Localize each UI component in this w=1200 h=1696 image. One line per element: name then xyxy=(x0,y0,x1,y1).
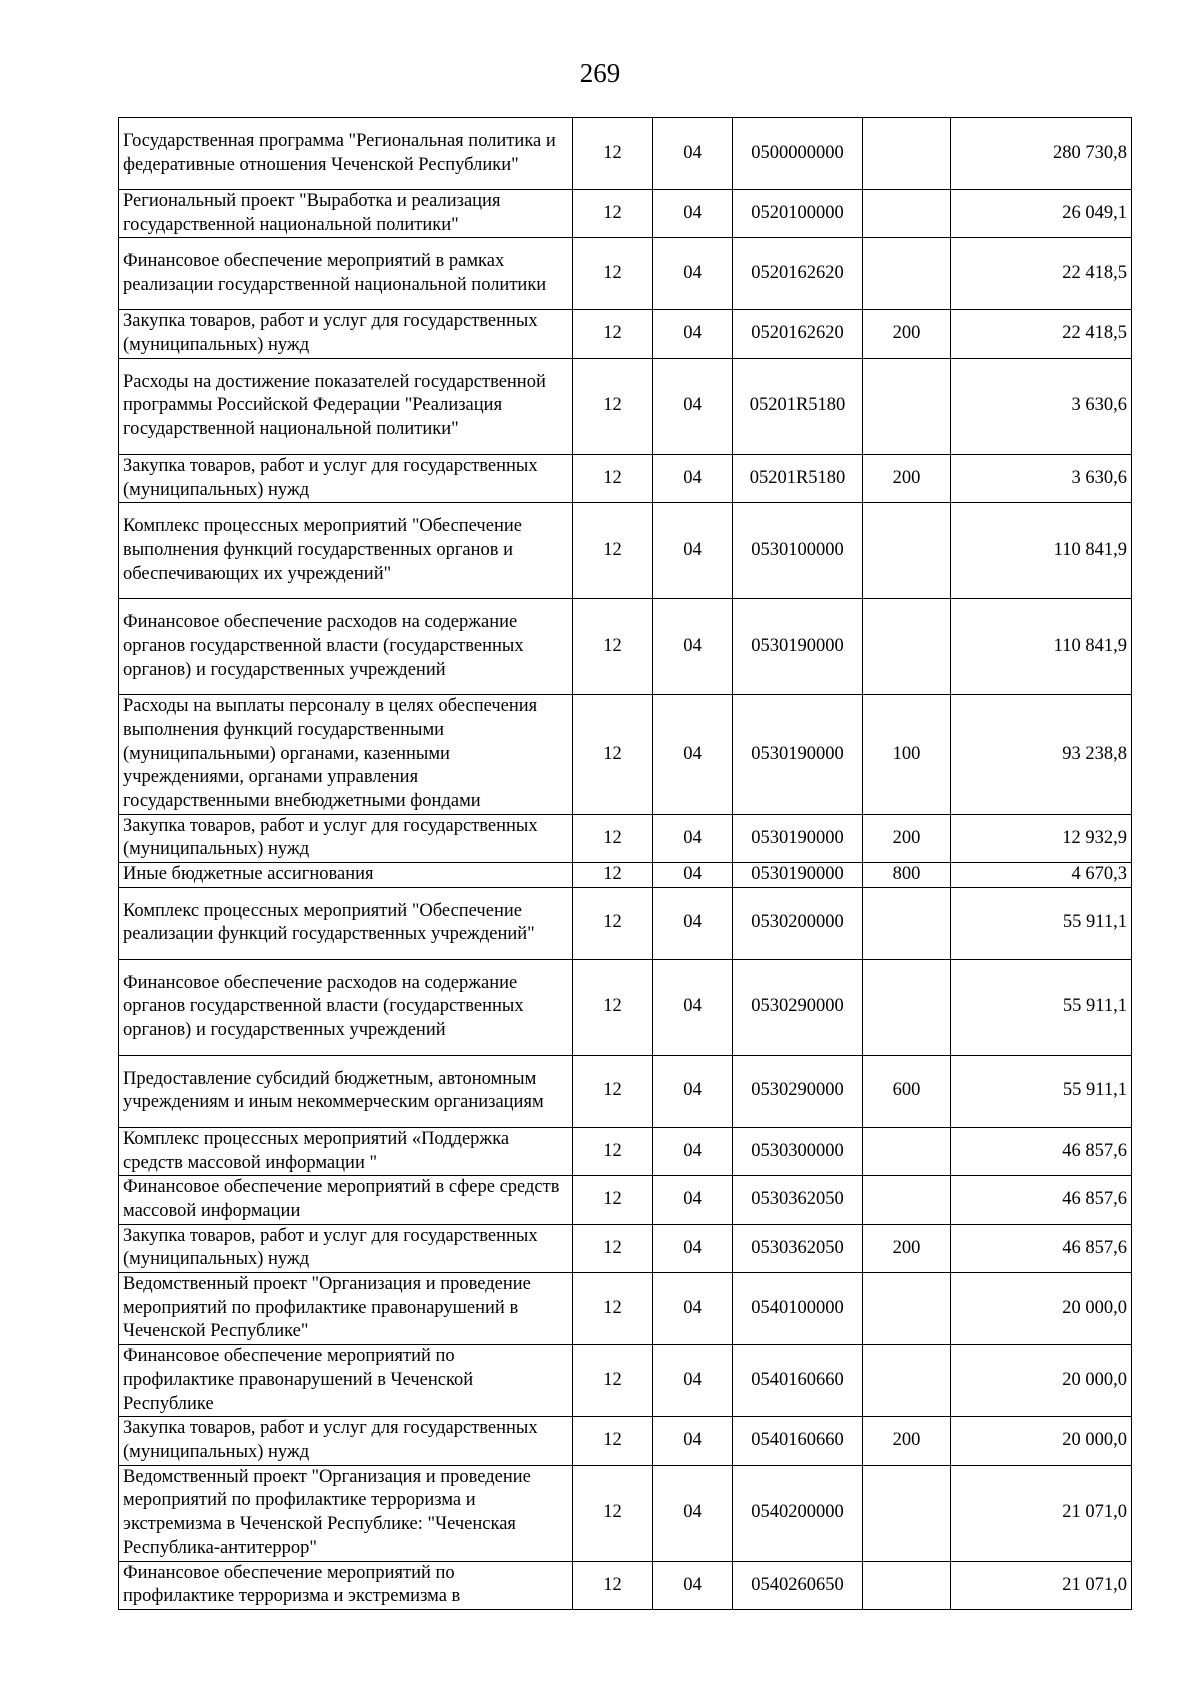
row-rz: 12 xyxy=(573,358,653,454)
table-row xyxy=(119,695,1132,815)
table-row xyxy=(119,1273,1132,1345)
row-rz: 12 xyxy=(573,1561,653,1609)
table-row xyxy=(119,863,1132,888)
row-pr: 04 xyxy=(653,887,733,959)
row-amount: 20 000,0 xyxy=(951,1417,1132,1465)
row-name: Финансовое обеспечение расходов на содержание органов государственной власти (государственных органов) и государственных учреждений xyxy=(119,599,573,695)
row-vr xyxy=(863,358,951,454)
row-csr: 0530290000 xyxy=(733,1055,863,1127)
row-name: Ведомственный проект "Организация и проведение мероприятий по профилактике терроризма и экстремизма в Чеченской Республике: "Чеченская Республика-антитеррор" xyxy=(119,1465,573,1561)
table-row xyxy=(119,118,1132,190)
row-pr: 04 xyxy=(653,503,733,599)
row-vr xyxy=(863,1465,951,1561)
row-name: Расходы на выплаты персоналу в целях обеспечения выполнения функций государственными (муниципальными) органами, казенными учреждениями, органами управления государственными внебюджетными фондами xyxy=(119,695,573,815)
row-rz: 12 xyxy=(573,190,653,238)
row-pr: 04 xyxy=(653,695,733,815)
page-number: 269 xyxy=(579,58,621,88)
table-body xyxy=(119,118,1132,1610)
row-amount: 110 841,9 xyxy=(951,599,1132,695)
row-amount: 280 730,8 xyxy=(951,118,1132,190)
row-pr: 04 xyxy=(653,1561,733,1609)
table-row xyxy=(119,503,1132,599)
row-amount: 3 630,6 xyxy=(951,358,1132,454)
row-csr: 05201R5180 xyxy=(733,358,863,454)
row-pr: 04 xyxy=(653,863,733,888)
row-csr: 0530190000 xyxy=(733,814,863,862)
table-row xyxy=(119,190,1132,238)
row-rz: 12 xyxy=(573,887,653,959)
row-amount: 20 000,0 xyxy=(951,1345,1132,1417)
row-amount: 55 911,1 xyxy=(951,1055,1132,1127)
row-rz: 12 xyxy=(573,1127,653,1175)
table-row xyxy=(119,959,1132,1055)
row-name: Финансовое обеспечение мероприятий в рамках реализации государственной национальной политики xyxy=(119,238,573,310)
row-csr: 0540160660 xyxy=(733,1417,863,1465)
row-csr: 0530290000 xyxy=(733,959,863,1055)
row-name: Закупка товаров, работ и услуг для государственных (муниципальных) нужд xyxy=(119,454,573,502)
row-csr: 0520162620 xyxy=(733,310,863,358)
row-amount: 20 000,0 xyxy=(951,1273,1132,1345)
row-rz: 12 xyxy=(573,503,653,599)
row-rz: 12 xyxy=(573,118,653,190)
row-rz: 12 xyxy=(573,814,653,862)
row-vr xyxy=(863,503,951,599)
row-rz: 12 xyxy=(573,695,653,815)
row-csr: 0540200000 xyxy=(733,1465,863,1561)
row-vr xyxy=(863,1127,951,1175)
row-csr: 0530190000 xyxy=(733,695,863,815)
row-csr: 0530190000 xyxy=(733,599,863,695)
row-amount: 26 049,1 xyxy=(951,190,1132,238)
row-vr: 200 xyxy=(863,310,951,358)
table-row xyxy=(119,310,1132,358)
row-rz: 12 xyxy=(573,1055,653,1127)
row-vr: 800 xyxy=(863,863,951,888)
row-rz: 12 xyxy=(573,1345,653,1417)
row-amount: 46 857,6 xyxy=(951,1224,1132,1272)
row-rz: 12 xyxy=(573,959,653,1055)
row-csr: 0530362050 xyxy=(733,1176,863,1224)
row-name: Закупка товаров, работ и услуг для государственных (муниципальных) нужд xyxy=(119,1417,573,1465)
row-amount: 22 418,5 xyxy=(951,238,1132,310)
table-row xyxy=(119,599,1132,695)
row-name: Финансовое обеспечение мероприятий по профилактике правонарушений в Чеченской Республике xyxy=(119,1345,573,1417)
row-name: Предоставление субсидий бюджетным, автономным учреждениям и иным некоммерческим организациям xyxy=(119,1055,573,1127)
row-amount: 55 911,1 xyxy=(951,959,1132,1055)
row-csr: 0530300000 xyxy=(733,1127,863,1175)
row-name: Ведомственный проект "Организация и проведение мероприятий по профилактике правонарушений в Чеченской Республике" xyxy=(119,1273,573,1345)
table-row xyxy=(119,1127,1132,1175)
row-rz: 12 xyxy=(573,1224,653,1272)
row-vr: 600 xyxy=(863,1055,951,1127)
row-pr: 04 xyxy=(653,190,733,238)
row-pr: 04 xyxy=(653,238,733,310)
row-vr: 200 xyxy=(863,1417,951,1465)
row-name: Комплекс процессных мероприятий "Обеспечение выполнения функций государственных органов и обеспечивающих их учреждений" xyxy=(119,503,573,599)
row-rz: 12 xyxy=(573,1417,653,1465)
row-rz: 12 xyxy=(573,310,653,358)
row-name: Иные бюджетные ассигнования xyxy=(119,863,573,888)
table-row xyxy=(119,1465,1132,1561)
row-csr: 0530100000 xyxy=(733,503,863,599)
row-pr: 04 xyxy=(653,1345,733,1417)
row-pr: 04 xyxy=(653,814,733,862)
row-name: Расходы на достижение показателей государственной программы Российской Федерации "Реализация государственной национальной политики" xyxy=(119,358,573,454)
row-csr: 0500000000 xyxy=(733,118,863,190)
row-amount: 4 670,3 xyxy=(951,863,1132,888)
row-rz: 12 xyxy=(573,1273,653,1345)
row-amount: 55 911,1 xyxy=(951,887,1132,959)
row-vr: 200 xyxy=(863,454,951,502)
table-row xyxy=(119,1055,1132,1127)
row-rz: 12 xyxy=(573,1176,653,1224)
row-amount: 3 630,6 xyxy=(951,454,1132,502)
row-csr: 0540260650 xyxy=(733,1561,863,1609)
row-vr xyxy=(863,1273,951,1345)
row-name: Финансовое обеспечение мероприятий в сфере средств массовой информации xyxy=(119,1176,573,1224)
table-row xyxy=(119,887,1132,959)
row-vr xyxy=(863,1176,951,1224)
row-name: Закупка товаров, работ и услуг для государственных (муниципальных) нужд xyxy=(119,814,573,862)
row-csr: 0540100000 xyxy=(733,1273,863,1345)
table-row xyxy=(119,238,1132,310)
row-pr: 04 xyxy=(653,1273,733,1345)
row-rz: 12 xyxy=(573,238,653,310)
row-csr: 0530362050 xyxy=(733,1224,863,1272)
row-pr: 04 xyxy=(653,118,733,190)
row-amount: 46 857,6 xyxy=(951,1176,1132,1224)
row-amount: 46 857,6 xyxy=(951,1127,1132,1175)
row-pr: 04 xyxy=(653,310,733,358)
row-vr xyxy=(863,599,951,695)
row-amount: 21 071,0 xyxy=(951,1465,1132,1561)
row-name: Региональный проект "Выработка и реализация государственной национальной политики" xyxy=(119,190,573,238)
row-pr: 04 xyxy=(653,358,733,454)
table-row xyxy=(119,454,1132,502)
row-vr xyxy=(863,118,951,190)
row-rz: 12 xyxy=(573,454,653,502)
row-pr: 04 xyxy=(653,1055,733,1127)
row-csr: 05201R5180 xyxy=(733,454,863,502)
row-pr: 04 xyxy=(653,1176,733,1224)
row-vr xyxy=(863,238,951,310)
row-name: Комплекс процессных мероприятий "Обеспечение реализации функций государственных учреждений" xyxy=(119,887,573,959)
row-pr: 04 xyxy=(653,1224,733,1272)
row-csr: 0540160660 xyxy=(733,1345,863,1417)
row-name: Финансовое обеспечение расходов на содержание органов государственной власти (государственных органов) и государственных учреждений xyxy=(119,959,573,1055)
row-vr xyxy=(863,1345,951,1417)
row-rz: 12 xyxy=(573,1465,653,1561)
row-name: Комплекс процессных мероприятий «Поддержка средств массовой информации " xyxy=(119,1127,573,1175)
table-row xyxy=(119,1417,1132,1465)
row-amount: 21 071,0 xyxy=(951,1561,1132,1609)
row-csr: 0530200000 xyxy=(733,887,863,959)
row-csr: 0520162620 xyxy=(733,238,863,310)
row-rz: 12 xyxy=(573,863,653,888)
row-csr: 0530190000 xyxy=(733,863,863,888)
row-name: Закупка товаров, работ и услуг для государственных (муниципальных) нужд xyxy=(119,310,573,358)
table-row xyxy=(119,1561,1132,1609)
row-amount: 93 238,8 xyxy=(951,695,1132,815)
row-pr: 04 xyxy=(653,1127,733,1175)
row-vr: 200 xyxy=(863,814,951,862)
row-name: Финансовое обеспечение мероприятий по профилактике терроризма и экстремизма в xyxy=(119,1561,573,1609)
row-vr xyxy=(863,959,951,1055)
row-vr: 200 xyxy=(863,1224,951,1272)
row-pr: 04 xyxy=(653,599,733,695)
row-pr: 04 xyxy=(653,1417,733,1465)
budget-table xyxy=(118,117,1132,1610)
table-row xyxy=(119,1224,1132,1272)
row-name: Государственная программа "Региональная политика и федеративные отношения Чеченской Республики" xyxy=(119,118,573,190)
row-vr: 100 xyxy=(863,695,951,815)
row-pr: 04 xyxy=(653,454,733,502)
table-row xyxy=(119,1345,1132,1417)
row-rz: 12 xyxy=(573,599,653,695)
row-amount: 12 932,9 xyxy=(951,814,1132,862)
row-vr xyxy=(863,887,951,959)
row-vr xyxy=(863,190,951,238)
row-amount: 22 418,5 xyxy=(951,310,1132,358)
table-row xyxy=(119,358,1132,454)
table-row xyxy=(119,1176,1132,1224)
row-csr: 0520100000 xyxy=(733,190,863,238)
row-vr xyxy=(863,1561,951,1609)
row-name: Закупка товаров, работ и услуг для государственных (муниципальных) нужд xyxy=(119,1224,573,1272)
row-pr: 04 xyxy=(653,1465,733,1561)
table-row xyxy=(119,814,1132,862)
row-pr: 04 xyxy=(653,959,733,1055)
row-amount: 110 841,9 xyxy=(951,503,1132,599)
